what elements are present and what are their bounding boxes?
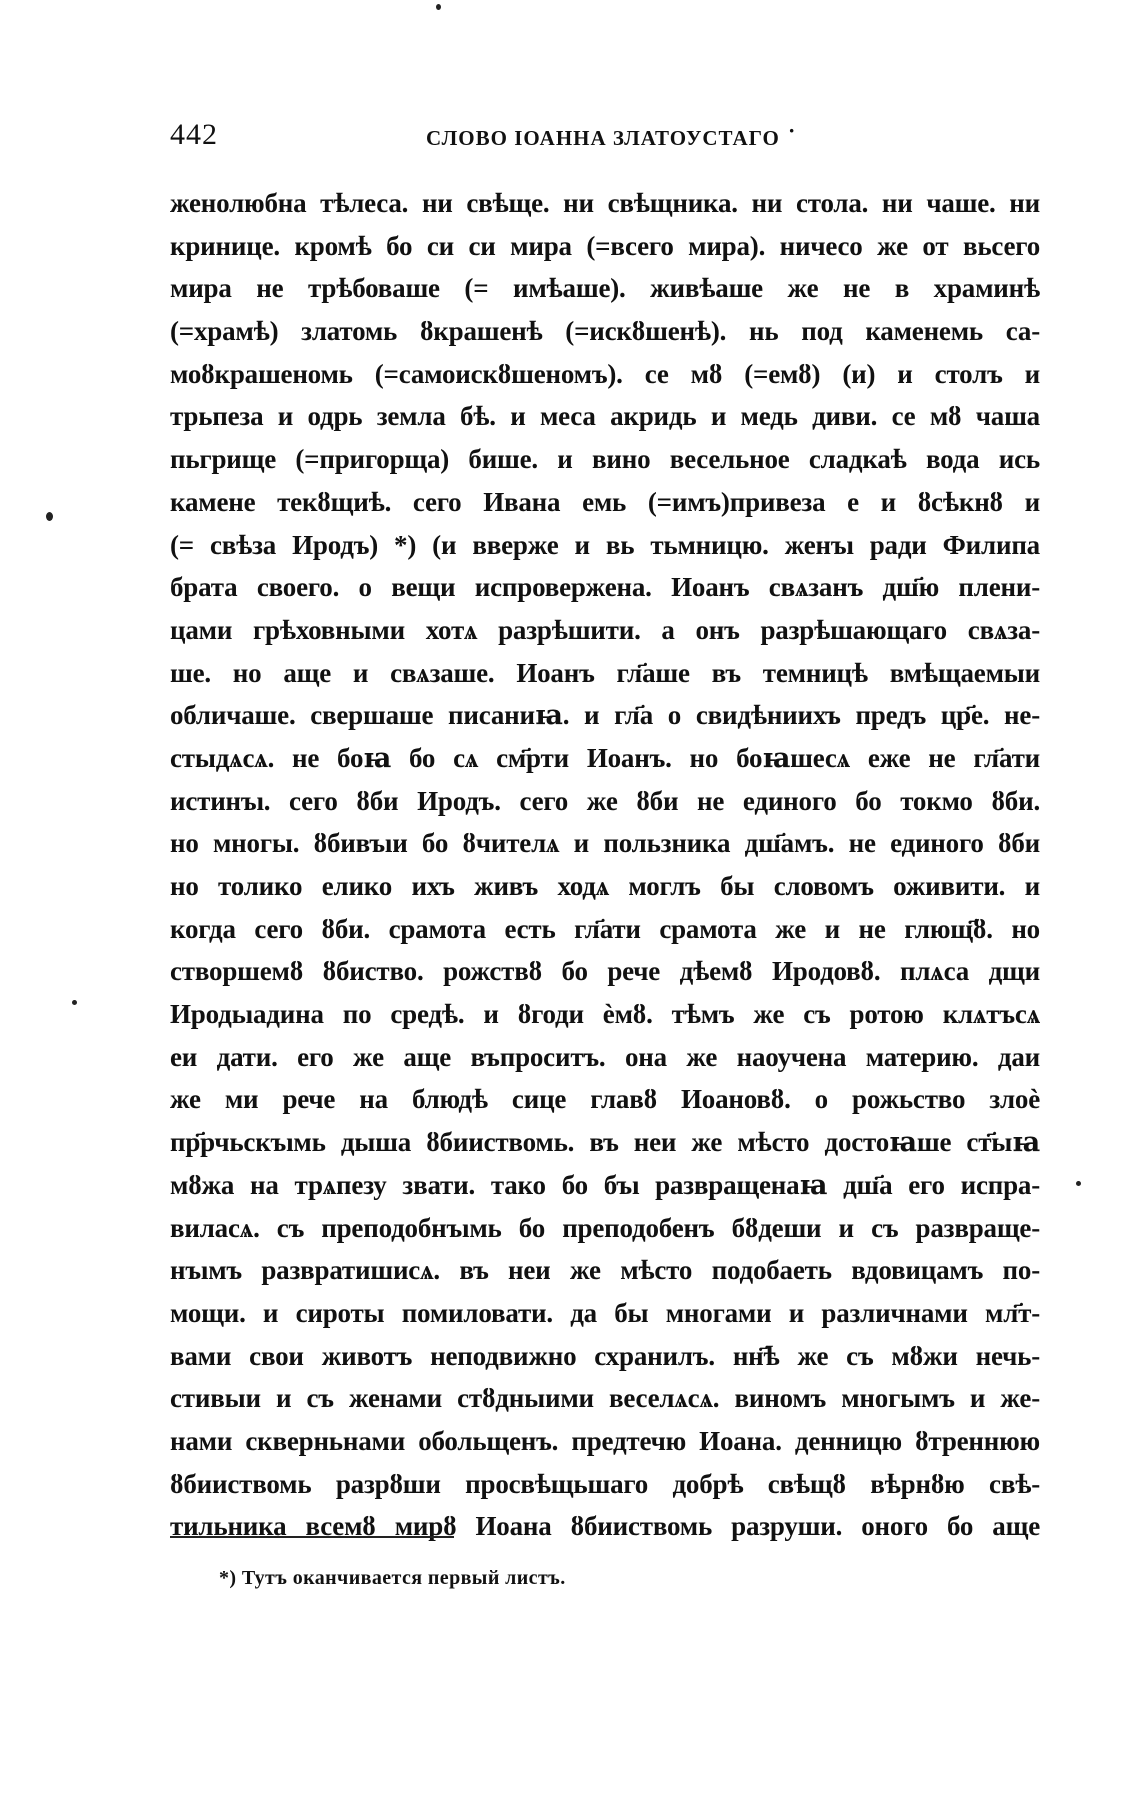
- text-line: еи дати. его же аще въпроситъ. она же наоучена материю. даи: [170, 1041, 1040, 1072]
- text-line: моȣкрашеномь (=самоискȣшеномъ). се мȣ (=емȣ) (и) и столъ и: [170, 358, 1040, 389]
- text-line: но толико елико ихъ живъ ходѧ моглъ бы словомъ оживити. и: [170, 871, 1040, 901]
- footnote: *) Тутъ оканчивается первый листъ.: [219, 1567, 566, 1589]
- text-line: (= свѣза Иродъ) *) (и вверже и вь тьмницю. женъı ради Филипа: [170, 529, 1040, 560]
- text-line: трьпеза и одрь земла бѣ. и меса акридь и медь диви. се мȣ чаша: [170, 401, 1040, 432]
- text-line: когда сего ȣби. срамота есть гл҃ати срамота же и не глющ҃ȣ. но: [170, 913, 1040, 944]
- scan-speck: [1076, 1181, 1081, 1186]
- text-line: цами грѣховными хотѧ разрѣшити. а онъ разрѣшающаго свѧза-: [170, 614, 1040, 645]
- text-line: вами свои животъ неподвижно схранилъ. нн҃ѣ же съ мȣжи нечь-: [170, 1340, 1040, 1371]
- text-line: пьгрище (=пригорща) бише. и вино весельное сладкаѣ вода ись: [170, 444, 1040, 475]
- text-line: нами скверньнами обольщенъ. предтечю Иоана. денницю ȣтреннюю: [170, 1425, 1040, 1456]
- text-line: кринице. кромѣ бо си си мира (=всего мира). ничесо же от вьсего: [170, 230, 1040, 261]
- text-line: створшемȣ ȣбиство. рожствȣ бо рече дѣемȣ Иродовȣ. плѧса дщи: [170, 956, 1040, 987]
- text-line: брата своего. о вещи испровержена. Иоанъ свѧзанъ дш҃ю плени-: [170, 572, 1040, 603]
- page-number: 442: [170, 118, 218, 151]
- body-text: [170, 182, 1040, 1548]
- text-line: же ми рече на блюдѣ сице главȣ Иоановȣ. о рожьство злоѐ: [170, 1084, 1040, 1115]
- scan-speck: [72, 1000, 77, 1005]
- text-line: камене текȣщиѣ. сего Ивана емь (=имъ)привеза е и ȣсѣкнȣ и: [170, 486, 1040, 517]
- text-line: стыдѧсѧ. не боꙗ бо сѧ см҃рти Иоанъ. но боꙗшесѧ еже не гл҃ати: [170, 742, 1040, 773]
- scan-speck: [436, 4, 441, 10]
- text-line: мира не трѣбоваше (= имѣаше). живѣаше же не в храминѣ: [170, 273, 1040, 304]
- text-line: мощи. и сироты помиловати. да бы многами и различнами мл҃т-: [170, 1297, 1040, 1328]
- text-line: обличаше. свершаше писаниꙗ. и гл҃а о свидѣниихъ предъ цр҃е. не-: [170, 700, 1040, 731]
- text-line: женолюбна тѣлеса. ни свѣще. ни свѣщника. ни стола. ни чаше. ни: [170, 188, 1040, 218]
- header-dot: ·: [788, 118, 796, 143]
- text-line: ȣбииствомь разрȣши просвѣщьшаго добрѣ свѣщȣ вѣрнȣю свѣ-: [170, 1468, 1040, 1499]
- text-line: стивыи и съ женами стȣдныими веселѧсѧ. виномъ многымъ и же-: [170, 1383, 1040, 1414]
- text-line: пр҃рчьскъıмь дыша ȣбииствомь. въ неи же мѣсто достоꙗше ст҃ыꙗ: [170, 1127, 1040, 1158]
- running-title: СЛОВО ІОАННА ЗЛАТОУСТАГО: [426, 126, 780, 150]
- text-line: виласѧ. съ преподобнъıмь бо преподобенъ бȣдеши и съ развраще-: [170, 1212, 1040, 1243]
- page-header: [170, 118, 1040, 158]
- text-line: ше. но аще и свѧзаше. Иоанъ гл҃аше въ темницѣ вмѣщаемыи: [170, 657, 1040, 688]
- text-line: тильника всемȣ мирȣ Иоана ȣбииствомь разруши. оного бо аще: [170, 1511, 1040, 1542]
- footnote-rule: [170, 1536, 454, 1538]
- text-line: но многы. ȣбивъıи бо ȣчителѧ и пользника дш҃амъ. не единого ȣби: [170, 828, 1040, 859]
- text-line: мȣжа на трѧпезу звати. тако бо бъı развращенаꙗ дш҃а его испра-: [170, 1169, 1040, 1200]
- text-line: истинъı. сего ȣби Иродъ. сего же ȣби не единого бо токмо ȣби.: [170, 785, 1040, 816]
- text-line: Иродьıадина по средѣ. и ȣгоди ѐмȣ. тѣмъ же съ ротою клѧтъсѧ: [170, 999, 1040, 1030]
- text-line: (=храмѣ) златомь ȣкрашенѣ (=искȣшенѣ). нь под каменемь са-: [170, 316, 1040, 347]
- text-line: нъıмъ развратишисѧ. въ неи же мѣсто подобаеть вдовицамъ по-: [170, 1255, 1040, 1286]
- scan-speck: [46, 512, 53, 521]
